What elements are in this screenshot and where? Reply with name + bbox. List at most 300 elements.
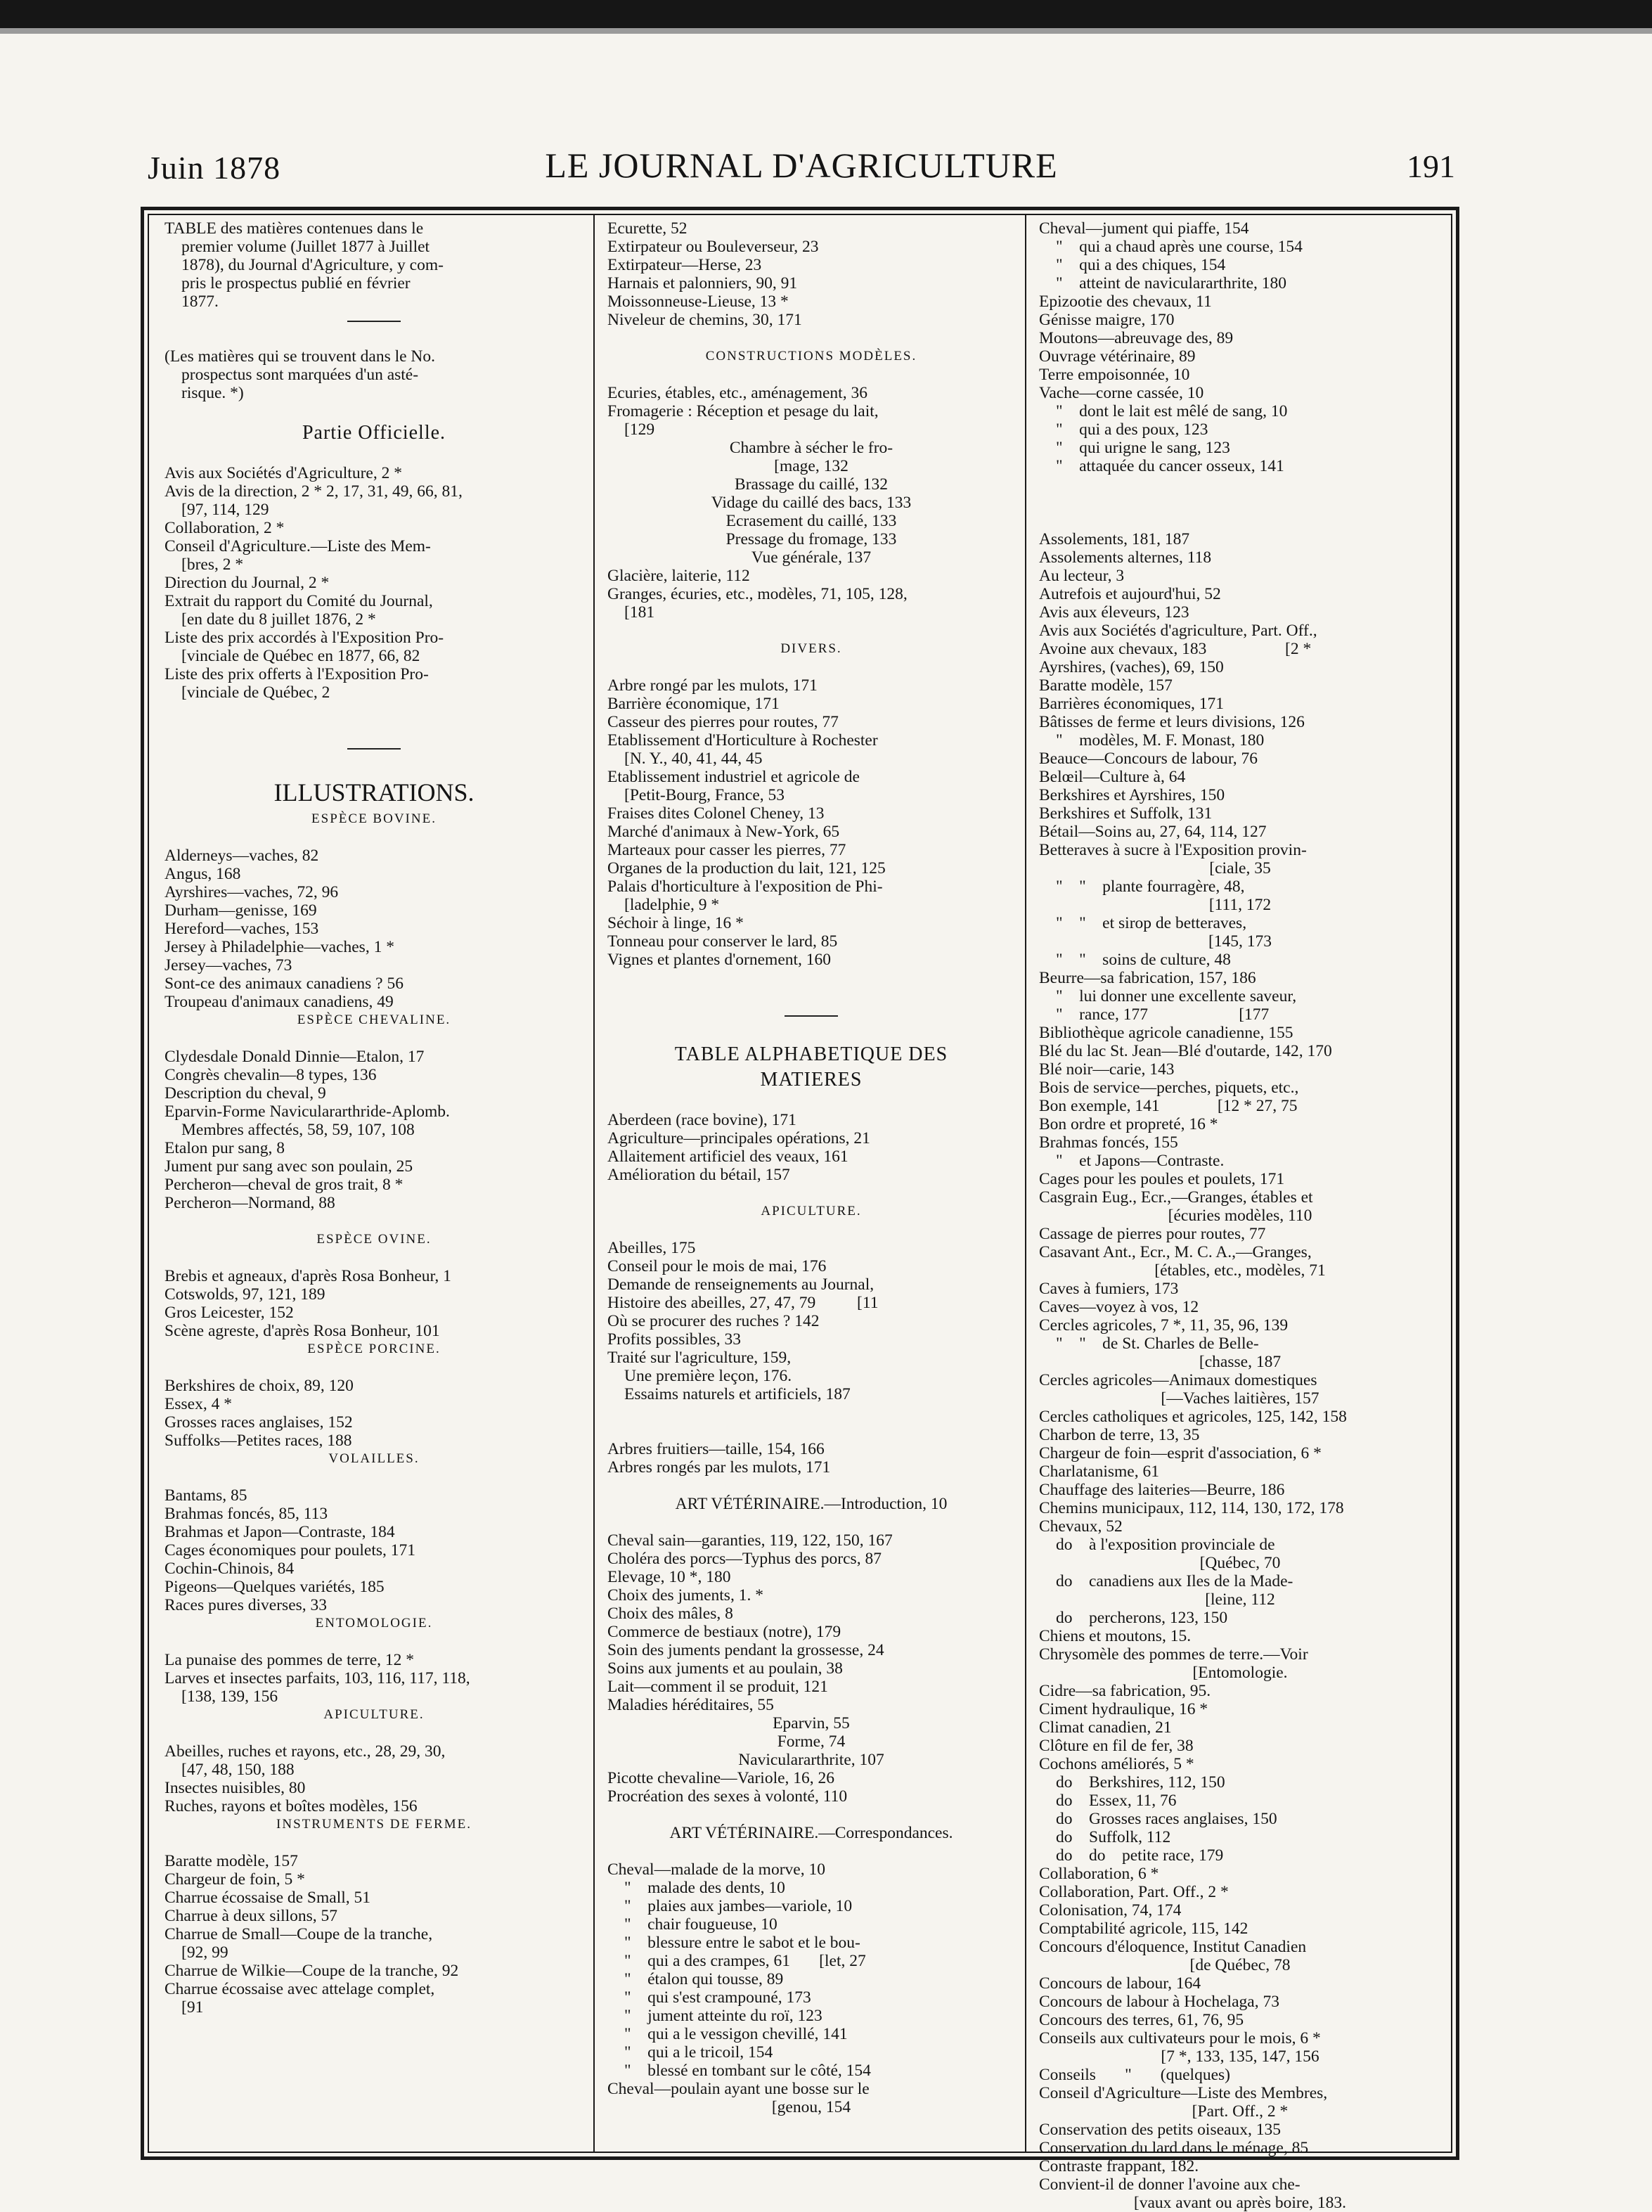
section-heading: ESPÈCE CHEVALINE.: [297, 1012, 451, 1027]
blank-line: [607, 1093, 1015, 1111]
index-entry-centered: [145, 173: [1208, 932, 1272, 951]
index-entry-centered: [de Québec, 78: [1189, 1956, 1291, 1974]
index-entry: Gros Leicester, 152: [164, 1304, 294, 1322]
index-entry-continuation: risque. *): [181, 384, 244, 402]
blank-line: [164, 757, 583, 775]
index-entry: Soin des juments pendant la grossesse, 24: [607, 1641, 884, 1659]
index-entry: Grosses races anglaises, 152: [164, 1413, 353, 1432]
index-entry: Avoine aux chevaux, 183 [2 *: [1039, 640, 1312, 658]
index-entry: Avis aux Sociétés d'agriculture, Part. Off.,: [1039, 622, 1317, 640]
index-entry-continuation: [en date du 8 juillet 1876, 2 *: [181, 610, 376, 629]
index-entry-continuation: [N. Y., 40, 41, 44, 45: [624, 750, 763, 768]
index-entry-centered: Brassage du caillé, 132: [735, 475, 888, 494]
blank-line: [607, 1184, 1015, 1202]
blank-line: [164, 828, 583, 847]
index-entry-continuation: " atteint de naviculararthrite, 180: [1056, 274, 1287, 292]
index-entry: Chemins municipaux, 112, 114, 130, 172, 178: [1039, 1499, 1344, 1517]
index-entry-continuation: " qui urigne le sang, 123: [1056, 439, 1230, 457]
index-entry-continuation: [97, 114, 129: [181, 501, 269, 519]
index-entry: Granges, écuries, etc., modèles, 71, 105, 128,: [607, 585, 908, 603]
index-column-left: [149, 214, 595, 2153]
index-entry-continuation: " qui a le vessigon chevillé, 141: [624, 2025, 848, 2043]
index-entry: Elevage, 10 *, 180: [607, 1568, 731, 1586]
index-entry: Conseils aux cultivateurs pour le mois, 6 *: [1039, 2029, 1321, 2047]
index-entry: Choix des juments, 1. *: [607, 1586, 763, 1605]
index-entry: Génisse maigre, 170: [1039, 311, 1175, 329]
blank-line: [607, 1842, 1015, 1860]
index-entry: Conservation du lard dans le ménage, 85: [1039, 2139, 1309, 2157]
index-entry: Barrière économique, 171: [607, 695, 780, 713]
index-entry: Traité sur l'agriculture, 159,: [607, 1349, 792, 1367]
section-rule: [607, 1005, 1015, 1024]
index-entry: Fromagerie : Réception et pesage du lait,: [607, 402, 879, 420]
index-entry: Ciment hydraulique, 16 *: [1039, 1700, 1208, 1718]
index-entry: Caves—voyez à vos, 12: [1039, 1298, 1199, 1316]
index-entry-centered: [vaux avant ou après boire, 183.: [1133, 2194, 1347, 2212]
index-entry: Palais d'horticulture à l'exposition de Phi-: [607, 877, 883, 896]
blank-line: [164, 446, 583, 464]
blank-line: [607, 1806, 1015, 1824]
index-entry: Brahmas foncés, 85, 113: [164, 1505, 328, 1523]
index-entry: Hereford—vaches, 153: [164, 920, 319, 938]
index-entry: Amélioration du bétail, 157: [607, 1166, 790, 1184]
blank-line: [607, 1422, 1015, 1440]
index-entry: TABLE des matières contenues dans le: [164, 219, 424, 238]
index-entry: Etalon pur sang, 8: [164, 1139, 285, 1157]
index-entry-continuation: premier volume (Juillet 1877 à Juillet: [181, 238, 430, 256]
index-entry: Cochons améliorés, 5 *: [1039, 1755, 1194, 1773]
index-entry: Charrue de Wilkie—Coupe de la tranche, 92: [164, 1962, 459, 1980]
index-entry: Commerce de bestiaux (notre), 179: [607, 1623, 841, 1641]
index-entry: Cassage de pierres pour routes, 77: [1039, 1225, 1266, 1243]
index-entry: Climat canadien, 21: [1039, 1718, 1172, 1737]
index-entry-continuation: " qui a des poux, 123: [1056, 420, 1208, 439]
blank-line: [164, 1834, 583, 1852]
index-entry-continuation: do à l'exposition provinciale de: [1056, 1536, 1275, 1554]
index-entry: Charrue écossaise avec attelage complet,: [164, 1980, 435, 1998]
index-entry: Larves et insectes parfaits, 103, 116, 117, 118,: [164, 1669, 470, 1687]
index-entry: Autrefois et aujourd'hui, 52: [1039, 585, 1221, 603]
index-entry: Fraises dites Colonel Cheney, 13: [607, 804, 825, 823]
index-entry: Allaitement artificiel des veaux, 161: [607, 1147, 848, 1166]
index-entry: Assolements alternes, 118: [1039, 548, 1212, 567]
index-entry: Tonneau pour conserver le lard, 85: [607, 932, 838, 951]
index-entry: Picotte chevaline—Variole, 16, 26: [607, 1769, 835, 1787]
index-entry: Convient-il de donner l'avoine aux che-: [1039, 2175, 1301, 2194]
index-entry: Contraste frappant, 182.: [1039, 2157, 1199, 2175]
index-entry-continuation: [92, 99: [181, 1943, 228, 1962]
index-entry: Abeilles, ruches et rayons, etc., 28, 29, 30,: [164, 1742, 446, 1761]
index-entry-continuation: [47, 48, 150, 188: [181, 1761, 295, 1779]
index-entry-continuation: do Essex, 11, 76: [1056, 1792, 1177, 1810]
index-entry-centered: [étables, etc., modèles, 71: [1154, 1261, 1326, 1280]
index-entry: La punaise des pommes de terre, 12 *: [164, 1651, 415, 1669]
index-entry: Concours de labour à Hochelaga, 73: [1039, 1993, 1279, 2011]
index-entry-continuation: " blessé en tombant sur le côté, 154: [624, 2062, 871, 2080]
index-entry: Conservation des petits oiseaux, 135: [1039, 2121, 1281, 2139]
index-entry: Ayrshires, (vaches), 69, 150: [1039, 658, 1224, 676]
page-header: [148, 145, 1455, 194]
blank-line: [607, 366, 1015, 384]
index-entry: Chrysomèle des pommes de terre.—Voir: [1039, 1645, 1308, 1664]
index-entry: Choix des mâles, 8: [607, 1605, 733, 1623]
index-entry-centered: Naviculararthrite, 107: [738, 1751, 884, 1769]
index-entry: (Les matières qui se trouvent dans le No.: [164, 347, 436, 366]
index-entry: Charrue de Small—Coupe de la tranche,: [164, 1925, 433, 1943]
index-column-right: [1026, 214, 1451, 2212]
index-entry-continuation: do Suffolk, 112: [1056, 1828, 1171, 1846]
index-entry: Etablissement industriel et agricole de: [607, 768, 860, 786]
index-entry: Bâtisses de ferme et leurs divisions, 126: [1039, 713, 1305, 731]
index-entry: Essex, 4 *: [164, 1395, 232, 1413]
index-entry-centered: [écuries modèles, 110: [1168, 1207, 1312, 1225]
index-entry: Jersey à Philadelphie—vaches, 1 *: [164, 938, 394, 956]
index-entry: Cages pour les poules et poulets, 171: [1039, 1170, 1285, 1188]
index-entry-continuation: " malade des dents, 10: [624, 1879, 785, 1897]
index-entry-continuation: do do petite race, 179: [1056, 1846, 1224, 1865]
index-entry: Cercles agricoles, 7 *, 11, 35, 96, 139: [1039, 1316, 1289, 1335]
index-entry-centered: [genou, 154: [771, 2098, 851, 2116]
index-entry-continuation: [129: [624, 420, 655, 439]
index-entry-centered: ART VÉTÉRINAIRE.—Introduction, 10: [675, 1495, 948, 1513]
index-entry: Extrait du rapport du Comité du Journal,: [164, 592, 433, 610]
index-entry: Arbres fruitiers—taille, 154, 166: [607, 1440, 825, 1458]
index-entry: Blé noir—carie, 143: [1039, 1060, 1175, 1079]
index-entry: Chargeur de foin—esprit d'association, 6 *: [1039, 1444, 1322, 1462]
index-entry: Bantams, 85: [164, 1486, 247, 1505]
index-entry: Casavant Ant., Ecr., M. C. A.,—Granges,: [1039, 1243, 1312, 1261]
blank-line: [607, 987, 1015, 1005]
blank-line: [164, 702, 583, 720]
index-entry: Cercles catholiques et agricoles, 125, 142, 158: [1039, 1408, 1347, 1426]
index-entry: Aberdeen (race bovine), 171: [607, 1111, 796, 1129]
blank-line: [164, 1029, 583, 1048]
index-entry-continuation: " blessure entre le sabot et le bou-: [624, 1934, 860, 1952]
blank-line: [607, 1403, 1015, 1422]
index-entry: Troupeau d'animaux canadiens, 49: [164, 993, 394, 1011]
index-entry-continuation: " modèles, M. F. Monast, 180: [1056, 731, 1265, 750]
index-entry: Organes de la production du lait, 121, 125: [607, 859, 886, 877]
index-entry: Cheval sain—garanties, 119, 122, 150, 167: [607, 1531, 893, 1550]
index-entry-continuation: do canadiens aux Iles de la Made-: [1056, 1572, 1293, 1590]
index-entry: Vignes et plantes d'ornement, 160: [607, 951, 832, 969]
blank-line: [607, 1513, 1015, 1531]
blank-line: [164, 1212, 583, 1230]
index-entry: Concours de labour, 164: [1039, 1974, 1201, 1993]
index-entry: Bibliothèque agricole canadienne, 155: [1039, 1024, 1293, 1042]
index-entry: Cages économiques pour poulets, 171: [164, 1541, 416, 1560]
index-entry: Collaboration, 6 *: [1039, 1865, 1159, 1883]
index-entry: Ouvrage vétérinaire, 89: [1039, 347, 1196, 366]
index-entry-continuation: [bres, 2 *: [181, 555, 244, 574]
index-entry: Conseil d'Agriculture—Liste des Membres,: [1039, 2084, 1328, 2102]
index-entry: Betteraves à sucre à l'Exposition provin-: [1039, 841, 1307, 859]
index-entry: Cercles agricoles—Animaux domestiques: [1039, 1371, 1317, 1389]
index-entry: Procréation des sexes à volonté, 110: [607, 1787, 848, 1806]
index-entry-continuation: " et Japons—Contraste.: [1056, 1152, 1225, 1170]
index-entry: Jersey—vaches, 73: [164, 956, 292, 975]
index-entry-continuation: pris le prospectus publié en février: [181, 274, 411, 292]
index-entry: Soins aux juments et au poulain, 38: [607, 1659, 843, 1678]
index-entry: Barrières économiques, 171: [1039, 695, 1224, 713]
index-entry: Brebis et agneaux, d'après Rosa Bonheur, 1: [164, 1267, 451, 1285]
section-rule: [164, 738, 583, 757]
index-entry: Casgrain Eug., Ecr.,—Granges, étables et: [1039, 1188, 1313, 1207]
blank-line: [164, 329, 583, 347]
index-entry-continuation: prospectus sont marquées d'un asté-: [181, 366, 419, 384]
index-entry: Beurre—sa fabrication, 157, 186: [1039, 969, 1256, 987]
index-entry: Arbres rongés par les mulots, 171: [607, 1458, 831, 1477]
index-entry: Cotswolds, 97, 121, 189: [164, 1285, 325, 1304]
index-entry: Ecuries, étables, etc., aménagement, 36: [607, 384, 867, 402]
index-entry-centered: [Québec, 70: [1199, 1554, 1281, 1572]
section-heading: ESPÈCE BOVINE.: [311, 811, 437, 826]
blank-line: [1039, 512, 1441, 530]
index-entry: Profits possibles, 33: [607, 1330, 741, 1349]
index-entry: Bon exemple, 141 [12 * 27, 75: [1039, 1097, 1298, 1115]
index-entry-continuation: " rance, 177 [177: [1056, 1005, 1270, 1024]
index-entry: Assolements, 181, 187: [1039, 530, 1190, 548]
index-entry-continuation: " qui a chaud après une course, 154: [1056, 238, 1303, 256]
index-entry: Alderneys—vaches, 82: [164, 847, 319, 865]
index-entry: Ruches, rayons et boîtes modèles, 156: [164, 1797, 418, 1815]
index-entry: Casseur des pierres pour routes, 77: [607, 713, 839, 731]
index-entry: Clôture en fil de fer, 38: [1039, 1737, 1194, 1755]
index-entry-continuation: " qui a le tricoil, 154: [624, 2043, 773, 2062]
index-entry-continuation: do Grosses races anglaises, 150: [1056, 1810, 1277, 1828]
index-entry-centered: Chambre à sécher le fro-: [729, 439, 893, 457]
index-entry-continuation: " qui a des chiques, 154: [1056, 256, 1226, 274]
section-heading: VOLAILLES.: [328, 1451, 420, 1466]
header-journal-title: LE JOURNAL D'AGRICULTURE: [545, 146, 1058, 185]
index-entry-centered: [—Vaches laitières, 157: [1161, 1389, 1319, 1408]
index-entry: Chevaux, 52: [1039, 1517, 1123, 1536]
index-entry: Cheval—poulain ayant une bosse sur le: [607, 2080, 870, 2098]
index-entry: Chauffage des laiteries—Beurre, 186: [1039, 1481, 1285, 1499]
blank-line: [607, 1477, 1015, 1495]
blank-line: [1039, 494, 1441, 512]
index-entry-centered: [leine, 112: [1205, 1590, 1275, 1609]
index-entry: Demande de renseignements au Journal,: [607, 1275, 875, 1294]
index-entry: Extirpateur—Herse, 23: [607, 256, 762, 274]
index-entry-continuation: " qui s'est crampouné, 173: [624, 1988, 811, 2007]
index-entry: Percheron—Normand, 88: [164, 1194, 335, 1212]
index-entry: Congrès chevalin—8 types, 136: [164, 1066, 377, 1084]
index-entry: Blé du lac St. Jean—Blé d'outarde, 142, 170: [1039, 1042, 1332, 1060]
index-entry-continuation: " plaies aux jambes—variole, 10: [624, 1897, 853, 1915]
index-entry: Bon ordre et propreté, 16 *: [1039, 1115, 1218, 1133]
index-entry-centered: Ecrasement du caillé, 133: [725, 512, 897, 530]
index-entry-continuation: [91: [181, 1998, 204, 2017]
blank-line: [164, 1724, 583, 1742]
index-entry: Jument pur sang avec son poulain, 25: [164, 1157, 413, 1176]
index-entry-continuation: 1878), du Journal d'Agriculture, y com-: [181, 256, 444, 274]
index-entry-centered: Eparvin, 55: [773, 1714, 850, 1732]
index-entry: Sont-ce des animaux canadiens ? 56: [164, 975, 404, 993]
index-entry: Direction du Journal, 2 *: [164, 574, 330, 592]
section-heading: APICULTURE.: [323, 1707, 425, 1722]
blank-line: [164, 1358, 583, 1377]
index-entry: Glacière, laiterie, 112: [607, 567, 750, 585]
index-entry-continuation: do Berkshires, 112, 150: [1056, 1773, 1225, 1792]
index-entry: Terre empoisonnée, 10: [1039, 366, 1190, 384]
index-entry: Epizootie des chevaux, 11: [1039, 292, 1212, 311]
index-entry: Bois de service—perches, piquets, etc.,: [1039, 1079, 1299, 1097]
index-entry: Abeilles, 175: [607, 1239, 696, 1257]
index-entry: Beauce—Concours de labour, 76: [1039, 750, 1258, 768]
index-entry: Conseil pour le mois de mai, 176: [607, 1257, 827, 1275]
index-entry-continuation: " jument atteinte du roï, 123: [624, 2007, 822, 2025]
index-entry: Concours des terres, 61, 76, 95: [1039, 2011, 1244, 2029]
index-entry: Ecurette, 52: [607, 219, 688, 238]
index-entry-continuation: " étalon qui tousse, 89: [624, 1970, 784, 1988]
index-entry: Conseil d'Agriculture.—Liste des Mem-: [164, 537, 431, 555]
index-entry: Au lecteur, 3: [1039, 567, 1125, 585]
index-entry: Collaboration, 2 *: [164, 519, 285, 537]
index-entry: Brahmas et Japon—Contraste, 184: [164, 1523, 395, 1541]
section-title: TABLE ALPHABETIQUE DES: [674, 1043, 948, 1065]
index-entry: Bétail—Soins au, 27, 64, 114, 127: [1039, 823, 1267, 841]
index-entry: Vache—corne cassée, 10: [1039, 384, 1204, 402]
index-entry: Races pures diverses, 33: [164, 1596, 328, 1614]
index-entry: Pigeons—Quelques variétés, 185: [164, 1578, 385, 1596]
index-entry-centered: Vidage du caillé des bacs, 133: [711, 494, 912, 512]
section-heading: CONSTRUCTIONS MODÈLES.: [705, 349, 917, 364]
index-entry-continuation: [ladelphie, 9 *: [624, 896, 720, 914]
index-entry: Moissonneuse-Lieuse, 13 *: [607, 292, 789, 311]
blank-line: [164, 1468, 583, 1486]
index-entry: Liste des prix accordés à l'Exposition Pro-: [164, 629, 444, 647]
index-entry: Chargeur de foin, 5 *: [164, 1870, 305, 1889]
index-entry-continuation: [Petit-Bourg, France, 53: [624, 786, 785, 804]
index-entry: Avis de la direction, 2 * 2, 17, 31, 49, 66, 81,: [164, 482, 463, 501]
index-entry: Scène agreste, d'après Rosa Bonheur, 101: [164, 1322, 440, 1340]
index-entry: Histoire des abeilles, 27, 47, 79 [11: [607, 1294, 879, 1312]
index-entry-centered: [111, 172: [1208, 896, 1272, 914]
index-entry: Lait—comment il se produit, 121: [607, 1678, 828, 1696]
index-entry: Avis aux éleveurs, 123: [1039, 603, 1189, 622]
blank-line: [607, 1024, 1015, 1042]
blank-line: [607, 329, 1015, 347]
index-entry: Collaboration, Part. Off., 2 *: [1039, 1883, 1229, 1901]
index-entry: Agriculture—principales opérations, 21: [607, 1129, 870, 1147]
index-entry-continuation: [vinciale de Québec en 1877, 66, 82: [181, 647, 420, 665]
blank-line: [607, 1221, 1015, 1239]
index-entry-centered: [7 *, 133, 135, 147, 156: [1161, 2047, 1319, 2066]
index-entry: Avis aux Sociétés d'Agriculture, 2 *: [164, 464, 402, 482]
index-entry-centered: Forme, 74: [777, 1732, 846, 1751]
index-entry: Harnais et palonniers, 90, 91: [607, 274, 798, 292]
index-entry-continuation: Membres affectés, 58, 59, 107, 108: [181, 1121, 415, 1139]
index-entry: Charlatanisme, 61: [1039, 1462, 1159, 1481]
index-entry: Liste des prix offerts à l'Exposition Pro-: [164, 665, 429, 683]
header-page-number: 191: [1407, 148, 1455, 184]
section-title: Partie Officielle.: [302, 422, 446, 444]
index-entry-centered: [chasse, 187: [1199, 1353, 1282, 1371]
section-rule: [164, 311, 583, 329]
section-title: ILLUSTRATIONS.: [273, 778, 475, 806]
index-entry-continuation: " " soins de culture, 48: [1056, 951, 1231, 969]
index-entry: Conseils " (quelques): [1039, 2066, 1230, 2084]
section-heading: ENTOMOLOGIE.: [315, 1616, 433, 1631]
index-entry: Caves à fumiers, 173: [1039, 1280, 1179, 1298]
index-entry: Charrue à deux sillons, 57: [164, 1907, 338, 1925]
blank-line: [607, 622, 1015, 640]
index-entry-continuation: [vinciale de Québec, 2: [181, 683, 330, 702]
blank-line: [164, 1249, 583, 1267]
blank-line: [164, 1633, 583, 1651]
index-entry-continuation: " qui a des crampes, 61 [let, 27: [624, 1952, 866, 1970]
index-entry-continuation: 1877.: [181, 292, 219, 311]
index-entry-continuation: " chair fougueuse, 10: [624, 1915, 777, 1934]
index-entry-centered: Pressage du fromage, 133: [725, 530, 897, 548]
index-entry-continuation: do percherons, 123, 150: [1056, 1609, 1228, 1627]
index-entry-continuation: [181: [624, 603, 655, 622]
index-entry: Cochin-Chinois, 84: [164, 1560, 295, 1578]
section-heading: APICULTURE.: [761, 1204, 862, 1218]
index-entry-continuation: " " de St. Charles de Belle-: [1056, 1335, 1259, 1353]
index-entry: Choléra des porcs—Typhus des porcs, 87: [607, 1550, 882, 1568]
index-entry: Baratte modèle, 157: [164, 1852, 298, 1870]
index-entry: Clydesdale Donald Dinnie—Etalon, 17: [164, 1048, 425, 1066]
index-entry: Maladies héréditaires, 55: [607, 1696, 774, 1714]
index-entry-centered: [Entomologie.: [1192, 1664, 1288, 1682]
index-entry: Moutons—abreuvage des, 89: [1039, 329, 1234, 347]
index-entry: Ayrshires—vaches, 72, 96: [164, 883, 339, 901]
index-entry: Berkshires et Suffolk, 131: [1039, 804, 1213, 823]
blank-line: [164, 720, 583, 738]
header-date: Juin 1878: [148, 150, 281, 186]
index-entry: Arbre rongé par les mulots, 171: [607, 676, 818, 695]
index-entry-centered: Vue générale, 137: [751, 548, 872, 567]
section-heading: INSTRUMENTS DE FERME.: [276, 1817, 472, 1832]
index-entry-continuation: " lui donner une excellente saveur,: [1056, 987, 1297, 1005]
index-entry: Suffolks—Petites races, 188: [164, 1432, 352, 1450]
index-entry: Marteaux pour casser les pierres, 77: [607, 841, 846, 859]
index-entry: Concours d'éloquence, Institut Canadien: [1039, 1938, 1307, 1956]
index-entry-centered: [mage, 132: [774, 457, 848, 475]
section-heading: ESPÈCE PORCINE.: [307, 1342, 441, 1356]
index-entry: Baratte modèle, 157: [1039, 676, 1173, 695]
index-entry: Cheval—malade de la morve, 10: [607, 1860, 825, 1879]
index-entry: Comptabilité agricole, 115, 142: [1039, 1920, 1248, 1938]
section-heading: DIVERS.: [780, 641, 842, 656]
index-entry: Berkshires de choix, 89, 120: [164, 1377, 354, 1395]
index-entry: Etablissement d'Horticulture à Rochester: [607, 731, 878, 750]
index-entry: Charbon de terre, 13, 35: [1039, 1426, 1200, 1444]
top-scan-border: [0, 0, 1652, 28]
index-entry: Belœil—Culture à, 64: [1039, 768, 1186, 786]
section-title: MATIERES: [760, 1069, 863, 1091]
index-entry: Cheval—jument qui piaffe, 154: [1039, 219, 1249, 238]
index-entry-continuation: " dont le lait est mêlé de sang, 10: [1056, 402, 1288, 420]
index-entry: Marché d'animaux à New-York, 65: [607, 823, 840, 841]
section-heading: ESPÈCE OVINE.: [316, 1232, 432, 1247]
index-entry-continuation: Essaims naturels et artificiels, 187: [624, 1385, 851, 1403]
index-entry-continuation: " " plante fourragère, 48,: [1056, 877, 1245, 896]
index-entry-centered: ART VÉTÉRINAIRE.—Correspondances.: [669, 1824, 953, 1842]
index-entry: Cidre—sa fabrication, 95.: [1039, 1682, 1211, 1700]
index-column-middle: [595, 214, 1026, 2153]
index-entry-continuation: " attaquée du cancer osseux, 141: [1056, 457, 1284, 475]
index-entry: Durham—genisse, 169: [164, 901, 317, 920]
index-entry: Séchoir à linge, 16 *: [607, 914, 744, 932]
index-entry-centered: [ciale, 35: [1209, 859, 1271, 877]
index-entry: Où se procurer des ruches ? 142: [607, 1312, 820, 1330]
blank-line: [607, 658, 1015, 676]
top-scan-border-shadow: [0, 28, 1652, 34]
index-entry: Description du cheval, 9: [164, 1084, 326, 1102]
